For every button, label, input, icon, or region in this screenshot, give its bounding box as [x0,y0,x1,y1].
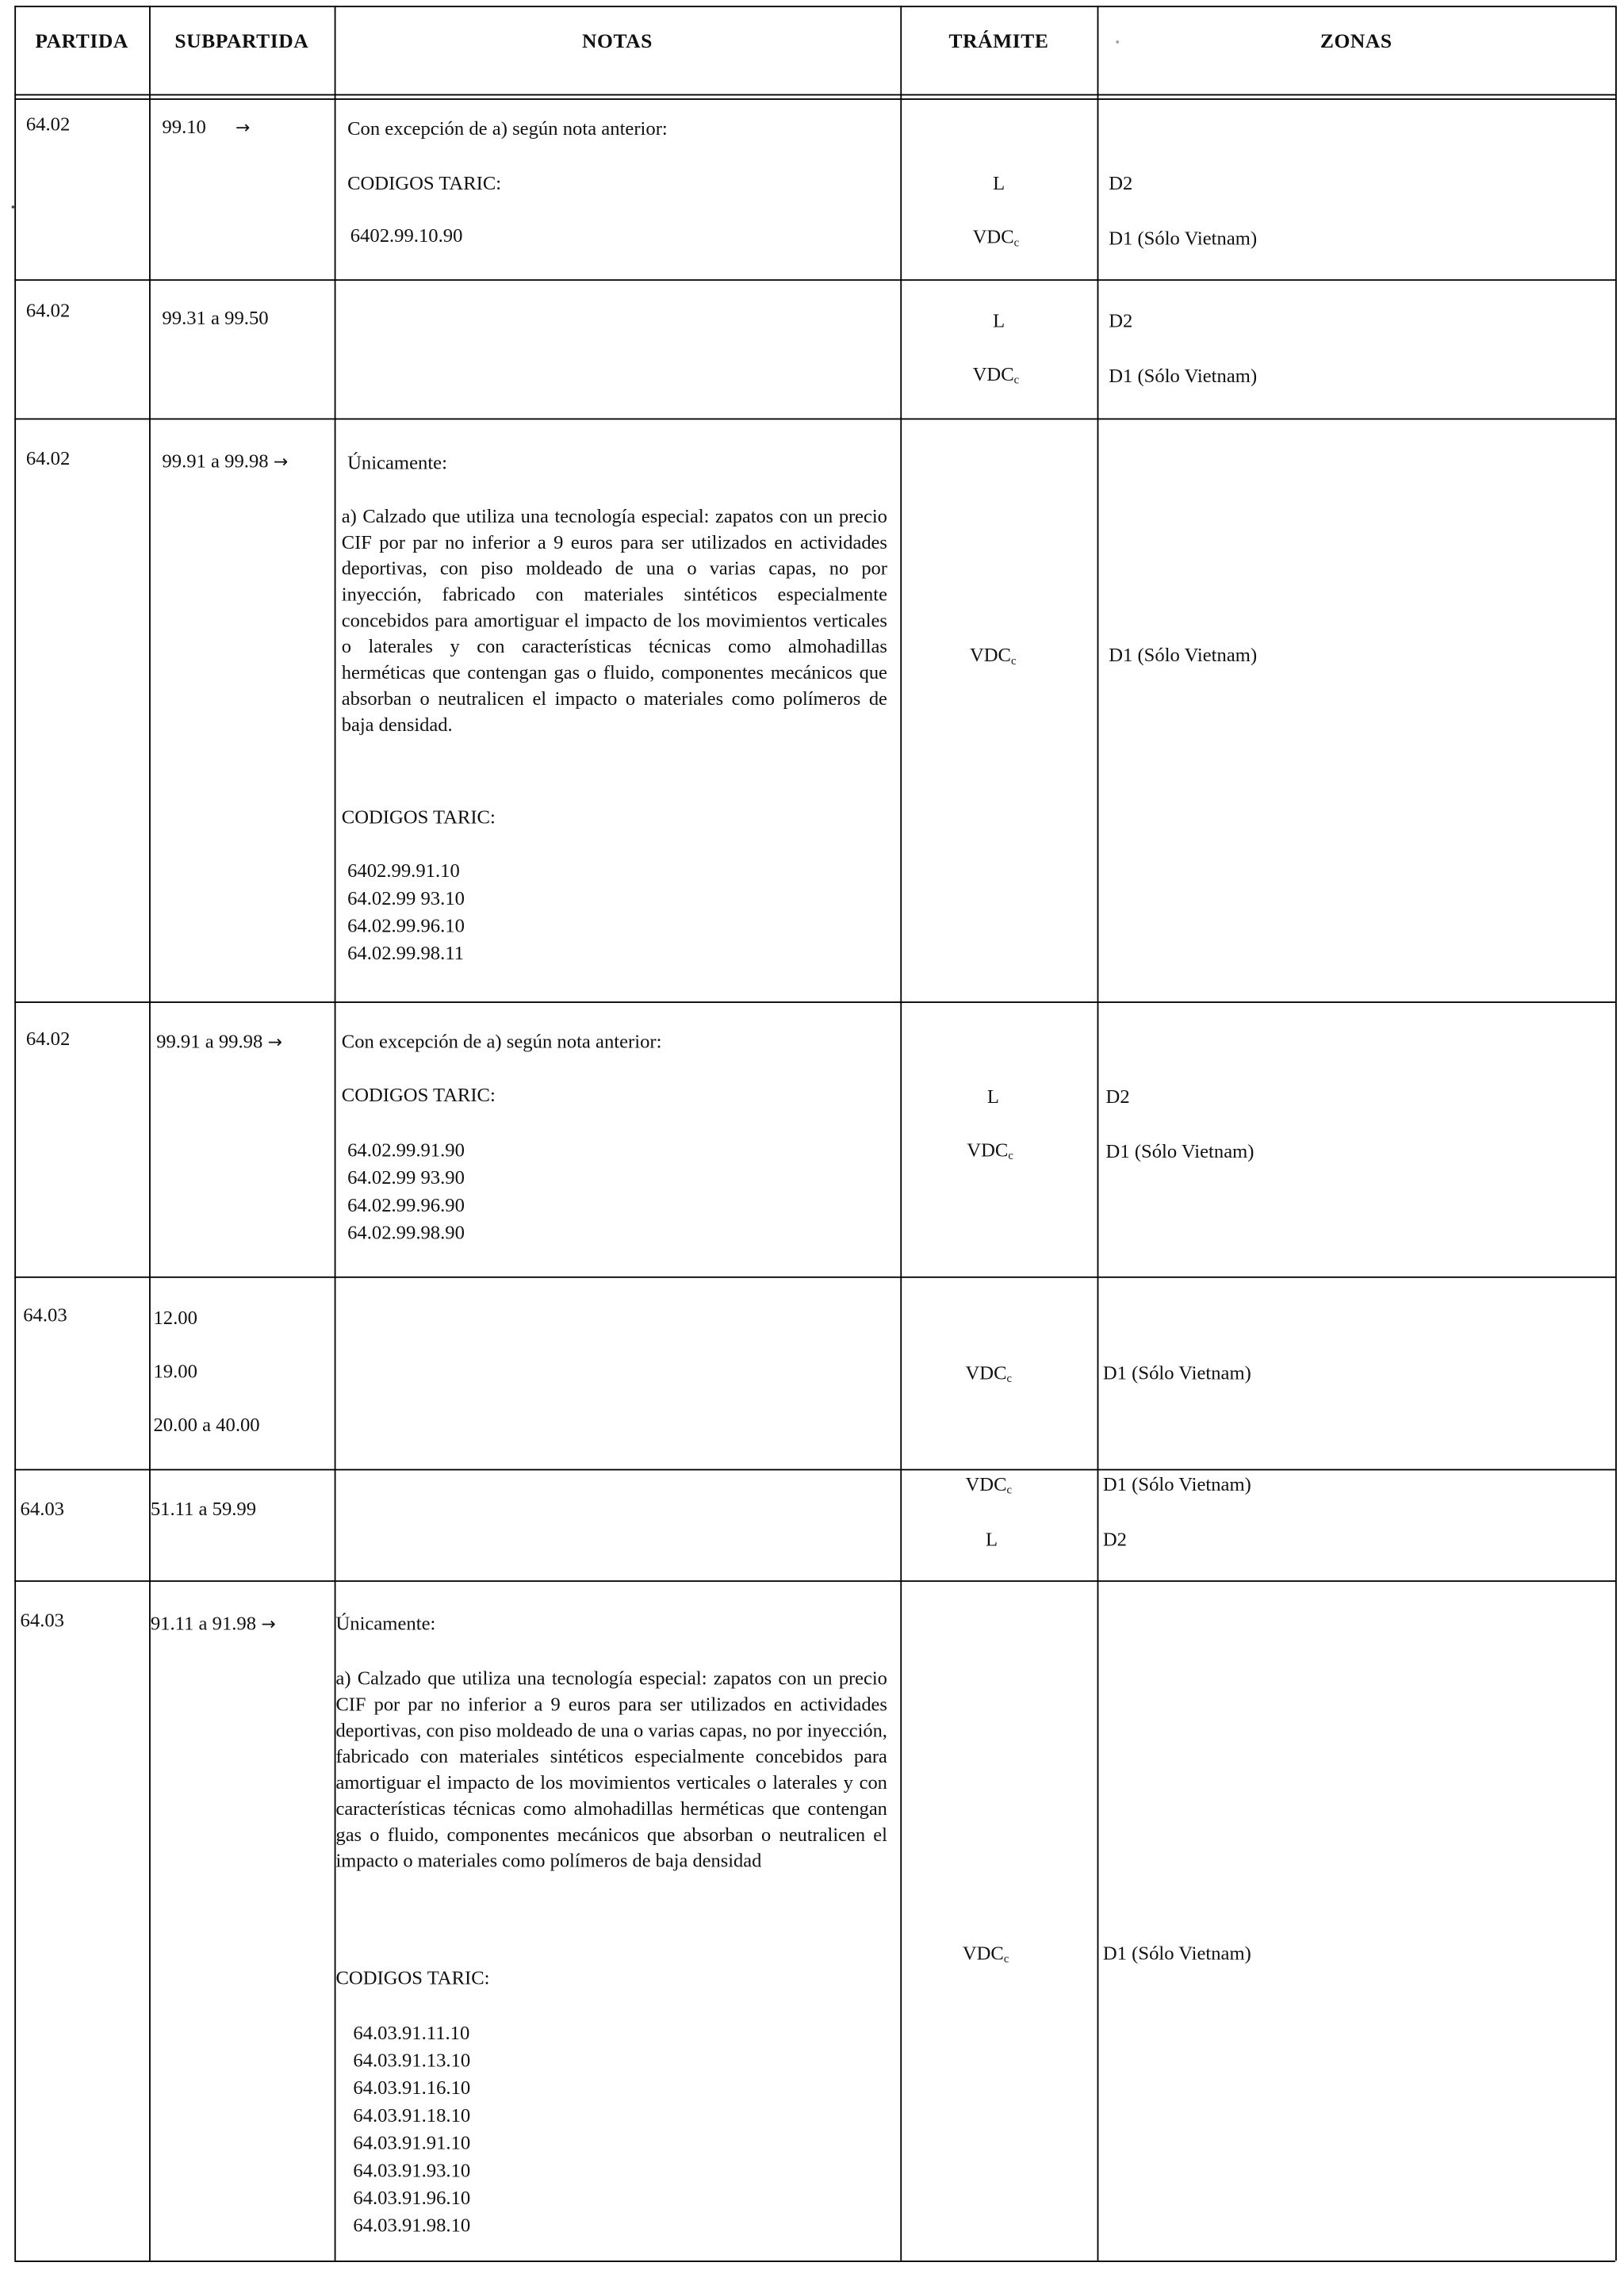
tramite-value [965,1475,1012,1496]
tramite-value [970,645,1017,667]
tramite-vdc-sub: c [1013,373,1020,387]
zona-value: D2 [1109,172,1133,194]
tramite-value [967,1140,1013,1162]
codigos-label: CODIGOS TARIC: [335,1966,490,1989]
nota-intro: Únicamente: [347,451,447,473]
tramite-vdc: VDC [965,1473,1007,1495]
nota-text: Con excepción de a) según nota anterior: [347,117,668,140]
nota-text: Con excepción de a) según nota anterior: [341,1030,662,1053]
tramite-vdc: VDC [965,1361,1007,1384]
nota-description: a) Calzado que utiliza una tecnología especial: zapatos con un precio CIF por par no inferior a 9 euros para ser utilizados en actividades deportivas, con piso moldeado de una o varias capas, no por inyección, fabricado con materiales sintéticos especialmente concebidos para amortiguar el impacto de los movimientos verticales o laterales y con características técnicas como almohadillas herméticas que contengan gas o fluido, componentes mecánicos que absorban o neutralicen el impacto o materiales como polímeros de baja densidad [335,1667,887,1872]
arrow-icon: → [235,117,251,138]
zona-value: D2 [1105,1085,1130,1108]
partida-cell: 64.02 [25,1027,71,1050]
partida-cell: 64.03 [20,1609,64,1632]
subpartida-code: 91.11 a 91.98 [150,1612,257,1634]
tramite-value [972,225,1020,249]
arrow-icon: → [273,451,289,473]
tramite-value: L [993,172,1005,194]
zona-value: D1 (Sólo Vietnam) [1109,364,1258,387]
row-divider [14,279,1615,281]
tramite-vdc-sub: c [1006,1483,1013,1497]
header-bottom-border [14,94,1615,96]
header-bottom-border-double [14,98,1615,100]
subpartida-code: 99.91 a 99.98 [162,450,269,473]
col-border-right [1615,6,1617,2260]
nota-intro: Únicamente: [335,1612,436,1634]
nota-description: a) Calzado que utiliza una tecnología especial: zapatos con un precio CIF por par no inferior a 9 euros para ser utilizados en actividades deportivas, con piso moldeado de una o varias capas, no por inyección, fabricado con materiales sintéticos especialmente concebidos para amortiguar el impacto de los movimientos verticales o laterales y con características técnicas como almohadillas herméticas que contengan gas o fluido, componentes mecánicos que absorban o neutralicen el impacto o materiales como polímeros de baja densidad. [341,505,887,736]
col-border-notas [900,6,902,2260]
subpartida-cell [151,1613,276,1633]
table-top-border [14,6,1615,7]
subpartida-cell: 20.00 a 40.00 [153,1414,260,1436]
tramite-vdc: VDC [969,644,1012,666]
zona-value: D2 [1109,309,1133,331]
tramite-vdc-sub: c [1008,1149,1013,1162]
taric-codes: 6402.99.91.10 64.02.99 93.10 64.02.99.96.10 64.02.99.98.11 [347,859,465,964]
subpartida-code: 99.10 [162,116,206,138]
tramite-value [973,365,1020,386]
partida-cell: 64.02 [25,447,71,469]
tramite-value [965,1363,1012,1384]
subpartida-code: 99.91 a 99.98 [156,1030,263,1053]
row-divider [14,1001,1615,1003]
subpartida-cell: 12.00 [153,1307,197,1329]
tramite-vdc-sub: c [1003,1952,1009,1966]
header-notas: NOTAS [582,32,653,54]
zona-value: D1 (Sólo Vietnam) [1109,644,1258,666]
subpartida-cell [162,117,250,137]
arrow-icon: → [267,1032,282,1053]
zona-value: D1 (Sólo Vietnam) [1102,1361,1251,1384]
tramite-vdc: VDC [972,225,1014,248]
partida-cell: 64.02 [25,299,71,322]
row-divider [14,1277,1615,1278]
tramite-value: L [993,309,1005,331]
header-tramite: TRÁMITE [948,32,1049,54]
tramite-vdc-sub: c [1006,1372,1013,1385]
partida-cell: 64.02 [25,113,71,135]
zona-value: D1 (Sólo Vietnam) [1102,1473,1251,1495]
header-subpartida: SUBPARTIDA [174,32,309,54]
subpartida-cell: 99.31 a 99.50 [162,306,269,329]
header-partida: PARTIDA [35,32,128,54]
tramite-value: L [986,1085,999,1108]
zona-value: D1 (Sólo Vietnam) [1102,1942,1251,1964]
subpartida-cell [162,451,288,471]
subpartida-cell [156,1032,282,1051]
zona-value: D1 (Sólo Vietnam) [1109,227,1258,249]
codigos-label: CODIGOS TARIC: [341,1084,496,1106]
col-border-partida [149,6,151,2260]
subpartida-cell: 51.11 a 59.99 [150,1498,257,1520]
tramite-vdc: VDC [967,1139,1009,1161]
tramite-vdc: VDC [972,363,1014,385]
arrow-icon: → [261,1613,276,1634]
tramite-vdc: VDC [962,1942,1004,1964]
col-border-tramite [1097,6,1099,2260]
zona-value: D2 [1102,1528,1128,1550]
codigos-label: CODIGOS TARIC: [341,806,496,829]
zona-value: D1 (Sólo Vietnam) [1105,1140,1254,1162]
row-divider [14,419,1615,420]
tramite-vdc-sub: c [1011,654,1017,668]
table-bottom-border [14,2260,1615,2262]
col-border-subpartida [335,6,336,2260]
taric-codes: 64.02.99.91.90 64.02.99 93.90 64.02.99.96.90 64.02.99.98.90 [347,1139,465,1243]
header-zonas: ZONAS [1320,32,1392,54]
tramite-vdc-sub: c [1013,235,1020,249]
tramite-value [963,1943,1009,1965]
taric-code: 6402.99.10.90 [350,224,463,247]
partida-cell: 64.03 [20,1498,64,1520]
row-divider [14,1469,1615,1471]
taric-codes: 64.03.91.11.10 64.03.91.13.10 64.03.91.16.10 64.03.91.18.10 64.03.91.91.10 64.03.91.93.10 64.03.91.96.10 64.03.91.98.10 [353,2021,471,2237]
subpartida-cell: 19.00 [153,1360,197,1383]
codigos-label: CODIGOS TARIC: [347,172,502,194]
tramite-value: L [986,1528,998,1550]
row-divider [14,1580,1615,1582]
col-border-left [14,6,16,2260]
partida-cell: 64.03 [23,1303,67,1326]
scan-speck [12,205,15,209]
